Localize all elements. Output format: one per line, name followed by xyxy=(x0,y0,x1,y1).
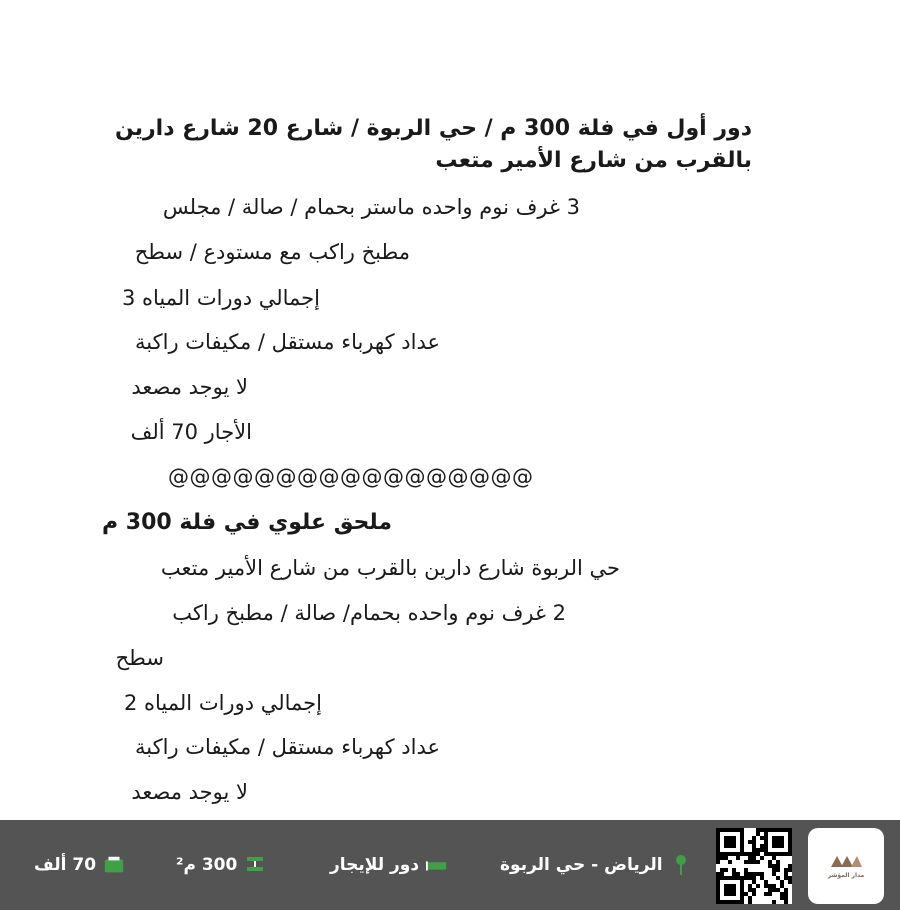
logo-icon xyxy=(829,853,863,869)
listing-title-line-1: دور أول في فلة 300 م / حي الربوة / شارع 20 شارع دارين xyxy=(114,116,752,141)
area-text: 300 م² xyxy=(176,855,238,875)
price-text: 70 ألف xyxy=(34,855,97,875)
separator-line: @@@@@@@@@@@@@@@@@ xyxy=(168,465,534,489)
logo-text: مدار المؤشر xyxy=(827,872,865,879)
listing-footer xyxy=(0,820,900,910)
house-icon xyxy=(426,854,448,876)
listing-line: عداد كهرباء مستقل / مكيفات راكبة xyxy=(135,735,440,759)
money-icon xyxy=(103,854,125,876)
ruler-icon xyxy=(244,854,266,876)
listing-line: لا يوجد مصعد xyxy=(131,780,248,804)
listing-title-line-2: بالقرب من شارع الأمير متعب xyxy=(435,148,752,173)
location-text: الرياض - حي الربوة xyxy=(500,855,663,875)
type-feature xyxy=(330,820,448,910)
listing-line: 3 غرف نوم واحده ماستر بحمام / صالة / مجلس xyxy=(162,195,580,219)
area-feature xyxy=(176,820,266,910)
listing-line: حي الربوة شارع دارين بالقرب من شارع الأمير متعب xyxy=(160,556,620,580)
pin-icon xyxy=(670,854,692,876)
listing-line: إجمالي دورات المياه 3 xyxy=(121,286,320,310)
price-feature xyxy=(34,820,125,910)
type-text: دور للإيجار xyxy=(330,855,420,875)
brand-logo xyxy=(808,828,884,904)
listing-subtitle: ملحق علوي في فلة 300 م xyxy=(101,510,392,535)
qr-code xyxy=(716,828,792,904)
listing-line: عداد كهرباء مستقل / مكيفات راكبة xyxy=(135,330,440,354)
listing-line: 2 غرف نوم واحده بحمام/ صالة / مطبخ راكب xyxy=(172,601,566,625)
location-feature xyxy=(500,820,692,910)
listing-line: لا يوجد مصعد xyxy=(131,375,248,399)
listing-line: سطح xyxy=(115,646,164,670)
listing-line: إجمالي دورات المياه 2 xyxy=(123,691,322,715)
listing-line: مطبخ راكب مع مستودع / سطح xyxy=(134,240,410,264)
listing-line: الأجار 70 ألف xyxy=(130,420,252,444)
